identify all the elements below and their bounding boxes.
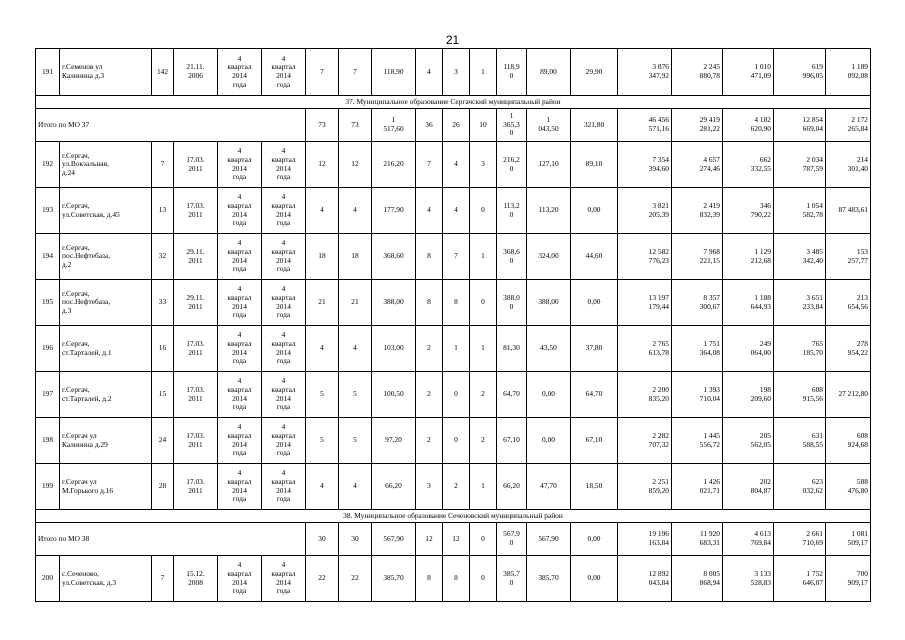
- row-cell-c15: 0,00: [571, 280, 618, 326]
- row-cell-c10: 4: [416, 49, 443, 96]
- total-cell-c8: 73: [339, 109, 372, 142]
- total-cell-c9: 567,90: [372, 523, 416, 556]
- row-cell-c9: 388,00: [372, 280, 416, 326]
- row-cell-c19: 1 752 646,07: [774, 556, 826, 602]
- row-cell-c14: 324,00: [527, 234, 571, 280]
- row-cell-c12: 1: [470, 326, 497, 372]
- total-cell-c14: 1 043,50: [527, 109, 571, 142]
- row-cell-c14: 43,50: [527, 326, 571, 372]
- row-quarter-end: 4 квартал 2014 года: [262, 372, 306, 418]
- row-cell-c20: 700 909,17: [826, 556, 871, 602]
- row-cell-c13: 368,6 0: [497, 234, 527, 280]
- row-cell-c7: 22: [306, 556, 339, 602]
- row-cell-c20: 27 212,80: [826, 372, 871, 418]
- row-cell-c7: 12: [306, 142, 339, 188]
- row-cell-c7: 5: [306, 418, 339, 464]
- row-cell-c14: 47,70: [527, 464, 571, 510]
- row-quarter-end: 4 квартал 2014 года: [262, 234, 306, 280]
- row-number: 199: [36, 464, 60, 510]
- row-number: 194: [36, 234, 60, 280]
- row-number: 191: [36, 49, 60, 96]
- total-label: Итого по МО 37: [36, 109, 306, 142]
- row-cell-c15: 37,80: [571, 326, 618, 372]
- row-cell-c18: 3 133 528,83: [723, 556, 774, 602]
- row-cell-c10: 2: [416, 372, 443, 418]
- row-cell-c15: 89,10: [571, 142, 618, 188]
- row-cell-c10: 4: [416, 188, 443, 234]
- row-cell-c9: 66,20: [372, 464, 416, 510]
- row-quarter-end: 4 квартал 2014 года: [262, 418, 306, 464]
- row-quarter-end: 4 квартал 2014 года: [262, 464, 306, 510]
- row-cell-c16: 7 354 394,60: [618, 142, 672, 188]
- row-quarter-start: 4 квартал 2014 года: [218, 418, 262, 464]
- total-cell-c11: 12: [443, 523, 470, 556]
- row-cell-c12: 2: [470, 372, 497, 418]
- row-cell-c18: 1 129 212,68: [723, 234, 774, 280]
- row-cell-c9: 103,00: [372, 326, 416, 372]
- row-cell-c16: 2 765 613,78: [618, 326, 672, 372]
- row-cell-c20: 608 924,68: [826, 418, 871, 464]
- row-date: 21.11. 2006: [174, 49, 218, 96]
- row-cell-c14: 0,00: [527, 372, 571, 418]
- total-cell-c20: 1 081 509,17: [826, 523, 871, 556]
- row-cell-c11: 7: [443, 234, 470, 280]
- table-row: [36, 188, 871, 234]
- table-row: [36, 556, 871, 602]
- total-cell-c12: 10: [470, 109, 497, 142]
- row-cell-c12: 0: [470, 280, 497, 326]
- row-cell-c19: 3 485 342,40: [774, 234, 826, 280]
- row-cell-c20: 87 483,61: [826, 188, 871, 234]
- row-cell-c18: 1 188 644,93: [723, 280, 774, 326]
- row-cell-c16: 12 582 776,23: [618, 234, 672, 280]
- table-row: [36, 418, 871, 464]
- row-cell-c12: 1: [470, 49, 497, 96]
- row-quarter-end: 4 квартал 2014 года: [262, 142, 306, 188]
- total-row: [36, 109, 871, 142]
- row-cell-c14: 0,00: [527, 418, 571, 464]
- table-row: [36, 464, 871, 510]
- row-cell-c10: 8: [416, 234, 443, 280]
- row-number: 196: [36, 326, 60, 372]
- section-title: 37. Муниципальное образование Сергачский муниципальный район: [36, 96, 871, 109]
- row-cell-c15: 18,50: [571, 464, 618, 510]
- total-cell-c12: 0: [470, 523, 497, 556]
- row-cell-c16: 12 892 043,84: [618, 556, 672, 602]
- row-cell-c10: 8: [416, 556, 443, 602]
- row-cell-c12: 1: [470, 464, 497, 510]
- row-quarter-end: 4 квартал 2014 года: [262, 280, 306, 326]
- row-date: 15.12. 2008: [174, 556, 218, 602]
- row-quarter-end: 4 квартал 2014 года: [262, 49, 306, 96]
- row-cell-c9: 100,50: [372, 372, 416, 418]
- table-row: [36, 326, 871, 372]
- row-c3: 142: [152, 49, 174, 96]
- row-cell-c7: 21: [306, 280, 339, 326]
- row-cell-c19: 619 996,05: [774, 49, 826, 96]
- row-quarter-start: 4 квартал 2014 года: [218, 556, 262, 602]
- row-cell-c14: 385,70: [527, 556, 571, 602]
- row-cell-c18: 346 790,22: [723, 188, 774, 234]
- row-address: г.Сергач, ул.Советская, д.45: [60, 188, 152, 234]
- row-cell-c8: 4: [339, 464, 372, 510]
- row-cell-c8: 21: [339, 280, 372, 326]
- row-cell-c9: 385,70: [372, 556, 416, 602]
- row-cell-c11: 8: [443, 556, 470, 602]
- row-number: 198: [36, 418, 60, 464]
- row-cell-c10: 2: [416, 326, 443, 372]
- row-cell-c18: 198 209,60: [723, 372, 774, 418]
- total-cell-c7: 30: [306, 523, 339, 556]
- row-cell-c15: 64,70: [571, 372, 618, 418]
- row-cell-c8: 22: [339, 556, 372, 602]
- row-cell-c20: 213 654,56: [826, 280, 871, 326]
- row-cell-c13: 66,20: [497, 464, 527, 510]
- total-row: [36, 523, 871, 556]
- row-cell-c18: 249 064,00: [723, 326, 774, 372]
- table-row: [36, 372, 871, 418]
- row-cell-c17: 1 426 021,71: [672, 464, 723, 510]
- row-date: 17.03. 2011: [174, 418, 218, 464]
- total-cell-c18: 4 613 769,84: [723, 523, 774, 556]
- row-quarter-start: 4 квартал 2014 года: [218, 372, 262, 418]
- row-address: г.Сергач, ул.Вокзальная, д.24: [60, 142, 152, 188]
- row-cell-c12: 2: [470, 418, 497, 464]
- row-address: г.Сергач, ст.Тарталей, д.2: [60, 372, 152, 418]
- row-cell-c15: 44,60: [571, 234, 618, 280]
- row-cell-c18: 202 804,87: [723, 464, 774, 510]
- total-cell-c14: 567,90: [527, 523, 571, 556]
- row-cell-c14: 89,00: [527, 49, 571, 96]
- total-cell-c18: 4 182 620,90: [723, 109, 774, 142]
- row-cell-c20: 588 476,80: [826, 464, 871, 510]
- total-cell-c15: 321,80: [571, 109, 618, 142]
- row-quarter-end: 4 квартал 2014 года: [262, 326, 306, 372]
- total-cell-c13: 567,9 0: [497, 523, 527, 556]
- row-cell-c17: 8 005 868,94: [672, 556, 723, 602]
- row-cell-c15: 67,10: [571, 418, 618, 464]
- row-cell-c13: 81,30: [497, 326, 527, 372]
- row-cell-c20: 1 189 092,08: [826, 49, 871, 96]
- row-cell-c20: 278 954,22: [826, 326, 871, 372]
- row-cell-c8: 18: [339, 234, 372, 280]
- row-cell-c11: 0: [443, 372, 470, 418]
- total-cell-c9: 1 517,60: [372, 109, 416, 142]
- row-c3: 33: [152, 280, 174, 326]
- row-address: г.Сергач ул М.Горького д.16: [60, 464, 152, 510]
- table-row: [36, 142, 871, 188]
- total-cell-c10: 36: [416, 109, 443, 142]
- row-cell-c7: 18: [306, 234, 339, 280]
- total-cell-c20: 2 172 265,84: [826, 109, 871, 142]
- row-cell-c13: 67,10: [497, 418, 527, 464]
- row-address: г.Сергач ул Калинина д.29: [60, 418, 152, 464]
- row-cell-c9: 216,20: [372, 142, 416, 188]
- row-c3: 13: [152, 188, 174, 234]
- row-cell-c11: 3: [443, 49, 470, 96]
- housing-program-table: [35, 48, 871, 602]
- row-cell-c8: 7: [339, 49, 372, 96]
- row-cell-c9: 368,60: [372, 234, 416, 280]
- row-cell-c15: 29,90: [571, 49, 618, 96]
- row-address: г.Семенов ул Калинина д.3: [60, 49, 152, 96]
- row-cell-c18: 205 562,05: [723, 418, 774, 464]
- row-cell-c16: 3 876 347,92: [618, 49, 672, 96]
- total-cell-c11: 26: [443, 109, 470, 142]
- page-number: 21: [445, 33, 460, 47]
- table-row: [36, 280, 871, 326]
- row-quarter-end: 4 квартал 2014 года: [262, 188, 306, 234]
- row-date: 29.11. 2011: [174, 234, 218, 280]
- row-cell-c13: 385,7 0: [497, 556, 527, 602]
- row-cell-c19: 1 054 582,78: [774, 188, 826, 234]
- total-cell-c17: 11 920 683,31: [672, 523, 723, 556]
- total-cell-c16: 19 196 163,84: [618, 523, 672, 556]
- row-cell-c20: 214 301,40: [826, 142, 871, 188]
- row-cell-c19: 623 032,62: [774, 464, 826, 510]
- table-row: [36, 49, 871, 96]
- row-cell-c14: 127,10: [527, 142, 571, 188]
- row-address: с.Сеченово, ул.Советская, д.3: [60, 556, 152, 602]
- row-cell-c17: 7 968 221,15: [672, 234, 723, 280]
- total-cell-c13: 1 365,3 0: [497, 109, 527, 142]
- row-date: 17.03. 2011: [174, 464, 218, 510]
- total-label: Итого по МО 38: [36, 523, 306, 556]
- row-cell-c12: 3: [470, 142, 497, 188]
- row-cell-c12: 0: [470, 188, 497, 234]
- total-cell-c19: 2 661 710,69: [774, 523, 826, 556]
- row-cell-c10: 3: [416, 464, 443, 510]
- row-cell-c9: 97,20: [372, 418, 416, 464]
- row-cell-c7: 4: [306, 464, 339, 510]
- table-row: [36, 234, 871, 280]
- row-quarter-start: 4 квартал 2014 года: [218, 142, 262, 188]
- row-date: 17.03. 2011: [174, 142, 218, 188]
- row-cell-c16: 3 821 205,39: [618, 188, 672, 234]
- row-address: г.Сергач, пос.Нефтебаза, д.2: [60, 234, 152, 280]
- row-c3: 16: [152, 326, 174, 372]
- row-cell-c11: 0: [443, 418, 470, 464]
- row-number: 197: [36, 372, 60, 418]
- row-cell-c17: 2 419 832,39: [672, 188, 723, 234]
- row-quarter-end: 4 квартал 2014 года: [262, 556, 306, 602]
- total-cell-c19: 12 854 669,04: [774, 109, 826, 142]
- row-quarter-start: 4 квартал 2014 года: [218, 188, 262, 234]
- row-cell-c17: 1 393 710,04: [672, 372, 723, 418]
- row-cell-c11: 2: [443, 464, 470, 510]
- total-cell-c10: 12: [416, 523, 443, 556]
- section-title: 38. Муниципальное образование Сеченовский муниципальный район: [36, 510, 871, 523]
- row-cell-c11: 4: [443, 142, 470, 188]
- row-cell-c11: 4: [443, 188, 470, 234]
- row-cell-c16: 13 197 179,44: [618, 280, 672, 326]
- row-quarter-start: 4 квартал 2014 года: [218, 280, 262, 326]
- row-cell-c12: 0: [470, 556, 497, 602]
- row-cell-c15: 0,00: [571, 556, 618, 602]
- row-cell-c12: 1: [470, 234, 497, 280]
- total-cell-c15: 0,00: [571, 523, 618, 556]
- row-cell-c11: 8: [443, 280, 470, 326]
- row-date: 17.03. 2011: [174, 188, 218, 234]
- row-cell-c13: 113,2 0: [497, 188, 527, 234]
- row-quarter-start: 4 квартал 2014 года: [218, 234, 262, 280]
- row-cell-c10: 8: [416, 280, 443, 326]
- row-cell-c15: 0,00: [571, 188, 618, 234]
- row-cell-c18: 662 332,55: [723, 142, 774, 188]
- row-cell-c8: 12: [339, 142, 372, 188]
- row-cell-c19: 765 185,70: [774, 326, 826, 372]
- row-cell-c8: 4: [339, 188, 372, 234]
- row-cell-c17: 1 751 364,08: [672, 326, 723, 372]
- section-header-row: [36, 510, 871, 523]
- row-cell-c9: 177,90: [372, 188, 416, 234]
- row-cell-c8: 5: [339, 418, 372, 464]
- row-number: 195: [36, 280, 60, 326]
- row-address: г.Сергач, пос.Нефтебаза, д.3: [60, 280, 152, 326]
- row-number: 192: [36, 142, 60, 188]
- row-quarter-start: 4 квартал 2014 года: [218, 326, 262, 372]
- row-cell-c7: 4: [306, 188, 339, 234]
- row-cell-c10: 2: [416, 418, 443, 464]
- row-cell-c9: 118,90: [372, 49, 416, 96]
- section-header-row: [36, 96, 871, 109]
- row-number: 193: [36, 188, 60, 234]
- row-c3: 28: [152, 464, 174, 510]
- row-c3: 24: [152, 418, 174, 464]
- row-c3: 15: [152, 372, 174, 418]
- row-cell-c7: 4: [306, 326, 339, 372]
- row-cell-c20: 153 257,77: [826, 234, 871, 280]
- row-cell-c10: 7: [416, 142, 443, 188]
- total-cell-c7: 73: [306, 109, 339, 142]
- row-number: 200: [36, 556, 60, 602]
- row-cell-c16: 2 251 859,20: [618, 464, 672, 510]
- row-cell-c13: 118,9 0: [497, 49, 527, 96]
- row-cell-c19: 2 034 787,59: [774, 142, 826, 188]
- row-cell-c7: 7: [306, 49, 339, 96]
- row-date: 29.11. 2011: [174, 280, 218, 326]
- row-quarter-start: 4 квартал 2014 года: [218, 464, 262, 510]
- row-cell-c13: 64,70: [497, 372, 527, 418]
- row-cell-c7: 5: [306, 372, 339, 418]
- row-cell-c17: 8 357 300,67: [672, 280, 723, 326]
- row-address: г.Сергач, ст.Тарталей, д.1: [60, 326, 152, 372]
- row-cell-c16: 2 282 707,32: [618, 418, 672, 464]
- row-cell-c19: 608 915,56: [774, 372, 826, 418]
- row-quarter-start: 4 квартал 2014 года: [218, 49, 262, 96]
- row-date: 17.03. 2011: [174, 372, 218, 418]
- row-cell-c17: 1 445 556,72: [672, 418, 723, 464]
- total-cell-c16: 46 456 571,16: [618, 109, 672, 142]
- row-c3: 7: [152, 556, 174, 602]
- row-cell-c11: 1: [443, 326, 470, 372]
- row-date: 17.03. 2011: [174, 326, 218, 372]
- row-cell-c17: 2 245 880,78: [672, 49, 723, 96]
- row-cell-c18: 1 010 471,09: [723, 49, 774, 96]
- row-cell-c8: 5: [339, 372, 372, 418]
- total-cell-c8: 30: [339, 523, 372, 556]
- row-c3: 7: [152, 142, 174, 188]
- row-cell-c19: 3 651 233,84: [774, 280, 826, 326]
- row-cell-c14: 388,00: [527, 280, 571, 326]
- row-cell-c13: 216,2 0: [497, 142, 527, 188]
- row-cell-c13: 388,0 0: [497, 280, 527, 326]
- row-cell-c19: 631 588,55: [774, 418, 826, 464]
- row-cell-c17: 4 657 274,46: [672, 142, 723, 188]
- row-cell-c16: 2 200 835,20: [618, 372, 672, 418]
- total-cell-c17: 29 419 281,22: [672, 109, 723, 142]
- row-cell-c14: 113,20: [527, 188, 571, 234]
- row-c3: 32: [152, 234, 174, 280]
- row-cell-c8: 4: [339, 326, 372, 372]
